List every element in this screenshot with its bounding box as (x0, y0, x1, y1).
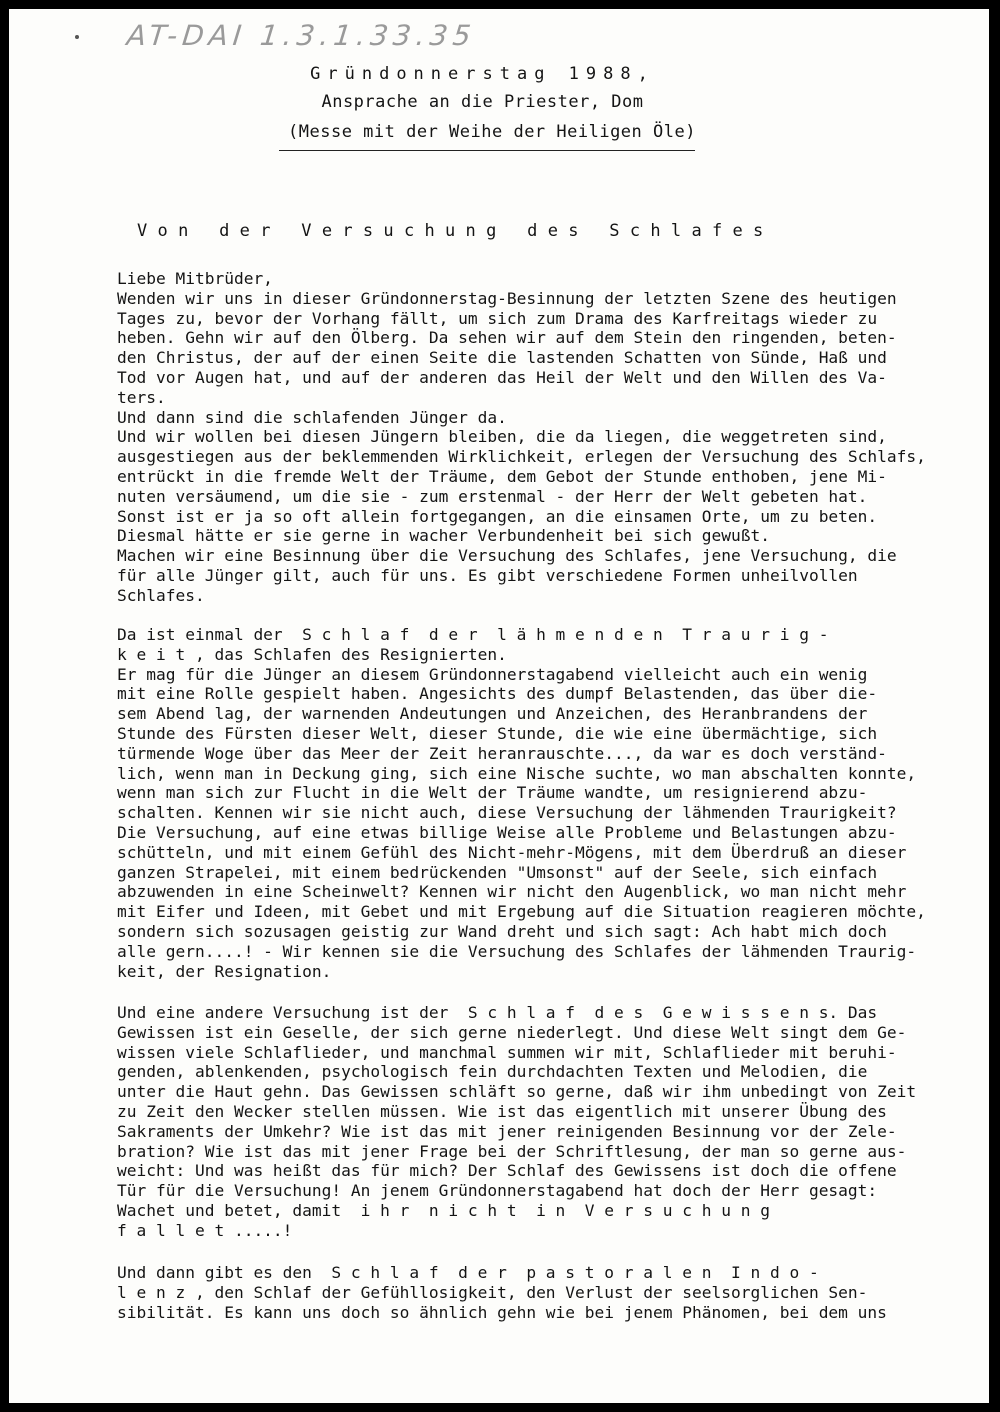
paragraph-conscience: Und eine andere Versuchung ist der S c h l a f d e s G e w i s s e n s. Das Gewissen ist ein Geselle, der sich gerne niederlegt. Und diese Welt singt dem Ge- wissen viele Schlaflieder, und manchmal summen wir mit, Schlaflieder mit beruhi- genden, ablenkenden, psychologisch fein durchdachten Texten und Melodien, die unter die Haut gehn. Das Gewissen schläft so gerne, daß wir ihm unbedingt von Zeit zu Zeit den Wecker stellen müssen. Wie ist das eigentlich mit unserer Übung des Sakraments der Umkehr? Wie ist das mit jener reinigenden Besinnung vor der Zele- bration? Wie ist das mit jener Frage bei der Schriftlesung, der man so gerne aus- weicht: Und was heißt das für mich? Der Schlaf des Gewissens ist doch die offene Tür für die Versuchung! An jenem Gründonnerstagabend hat doch der Herr gesagt: Wachet und betet, damit i h r n i c h t i n V e r s u c h u n g f a l l e t .....! (117, 1003, 917, 1240)
header-mass: (Messe mit der Weihe der Heiligen Öle) (288, 122, 696, 142)
paragraph-indolence: Und dann gibt es den S c h l a f d e r p a s t o r a l e n I n d o - l e n z , den Schlaf der Gefühllosigkeit, den Verlust der seelsorglichen Sen- sibilität. Es kann uns doch so ähnlich gehn wie bei jenem Phänomen, bei dem uns (117, 1263, 887, 1322)
paragraph-sadness: Da ist einmal der S c h l a f d e r l ä h m e n d e n T r a u r i g - k e i t , das Schlafen des Resignierten. Er mag für die Jünger an diesem Gründonnerstagabend vielleicht auch ein wenig mit eine Rolle gespielt haben. Angesichts des dumpf Belastenden, das über die- sem Abend lag, der warnenden Andeutungen und Anzeichen, des Heranbrandens der Stunde des Fürsten dieser Welt, dieser Stunde, die wie eine übermächtige, sich türmende Woge über das Meer der Zeit heranrauschte..., da war es doch verständ- lich, wenn man in Deckung ging, sich eine Nische suchte, wo man abschalten konnte, wenn man sich zur Flucht in die Welt der Träume wandte, um resignierend abzu- schalten. Kennen wir sie nicht auch, diese Versuchung der lähmenden Traurigkeit? Die Versuchung, auf eine etwas billige Weise alle Probleme und Belastungen abzu- schütteln, und mit einem Gefühl des Nicht-mehr-Mögens, mit dem Überdruß an dieser ganzen Strapelei, mit einem bedrückenden "Umsonst" auf der Seele, sich einfach abzuwenden in eine Scheinwelt? Kennen wir nicht den Augenblick, wo man nicht mehr mit Eifer und Ideen, mit Gebet und mit Ergebung auf die Situation reagieren möchte, sondern sich sozusagen geistig zur Wand dreht und sich sagt: Ach habt mich doch alle gern....! - Wir kennen sie die Versuchung des Schlafes der lähmenden Traurig- keit, der Resignation. (117, 625, 926, 981)
paragraph-intro: Liebe Mitbrüder, Wenden wir uns in dieser Gründonnerstag-Besinnung der letzten Szene des heutigen Tages zu, bevor der Vorhang fällt, um sich zum Drama des Karfreitags wieder zu heben. Gehn wir auf den Ölberg. Da sehen wir auf dem Stein den ringenden, beten- den Christus, der auf der einen Seite die lastenden Schatten von Sünde, Haß und Tod vor Augen hat, und auf der anderen das Heil der Welt und den Willen des Va- ters. Und dann sind die schlafenden Jünger da. Und wir wollen bei diesen Jüngern bleiben, die da liegen, die weggetreten sind, ausgestiegen aus der beklemmenden Wirklichkeit, erlegen der Versuchung des Schlafs, entrückt in die fremde Welt der Träume, dem Gebot der Stunde enthoben, jene Mi- nuten versäumend, um die sie - zum erstenmal - der Herr der Welt gebeten hat. Sonst ist er ja so oft allein fortgegangen, an die einsamen Orte, um zu beten. Diesmal hätte er sie gerne in wacher Verbundenheit bei sich gewußt. Machen wir eine Besinnung über die Versuchung des Schlafes, jene Versuchung, die für alle Jünger gilt, auch für uns. Es gibt verschiedene Formen unheilvollen Schlafes. (117, 269, 926, 605)
document-page (9, 9, 989, 1403)
header-rule (279, 150, 695, 151)
header-date: Gründonnerstag 1988, (310, 64, 655, 84)
document-title: Von der Versuchung des Schlafes (137, 221, 774, 241)
header-occasion: Ansprache an die Priester, Dom (321, 92, 644, 112)
archive-reference: AT-DAI 1.3.1.33.35 (125, 19, 478, 52)
speck-mark (75, 35, 79, 39)
